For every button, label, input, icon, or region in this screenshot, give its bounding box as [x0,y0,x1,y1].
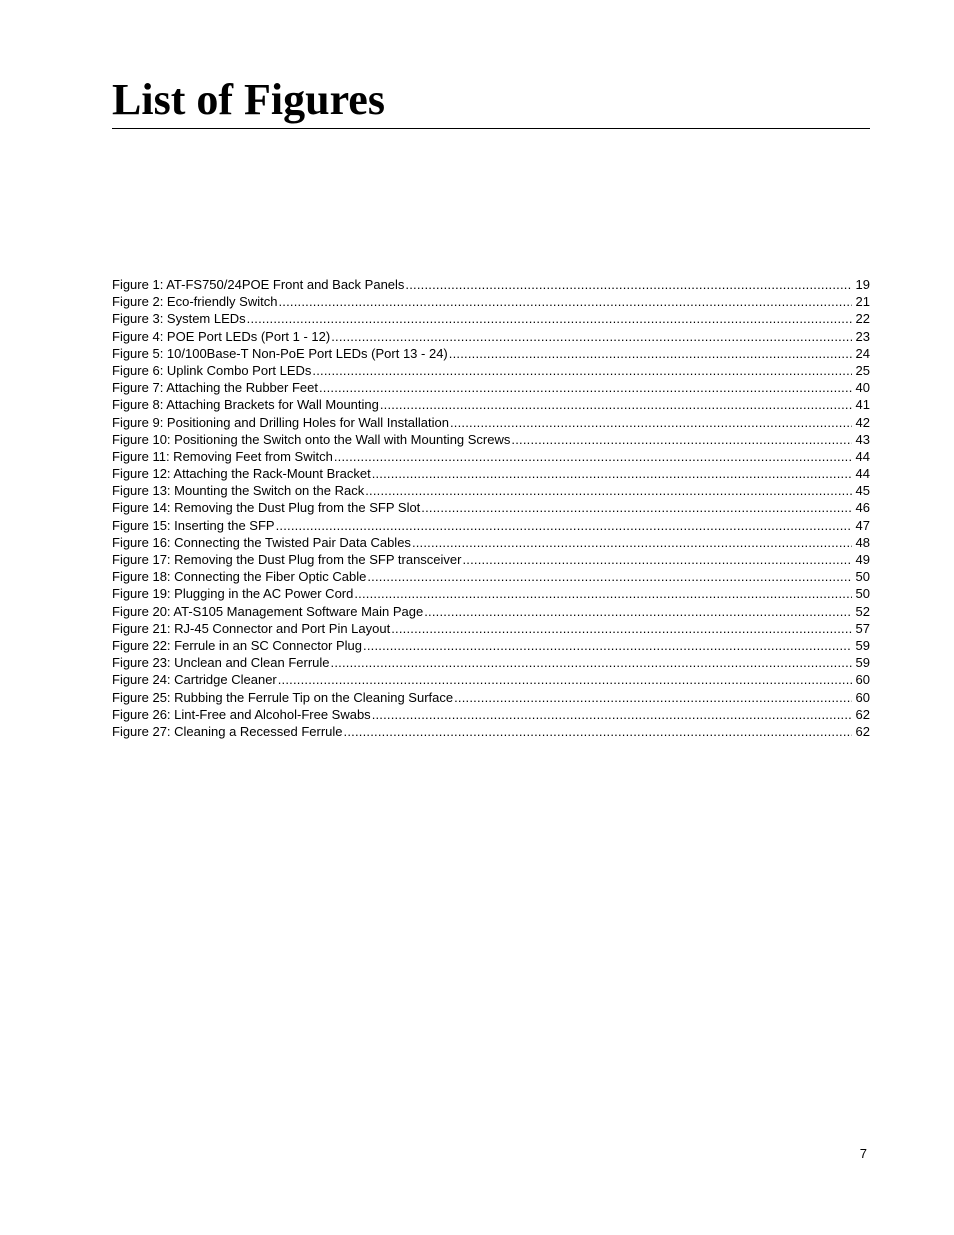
dot-leader [334,448,852,465]
figure-entry-label: Figure 24: Cartridge Cleaner [112,672,277,688]
list-of-figures [112,276,870,740]
dot-leader [412,534,852,551]
dot-leader [424,603,851,620]
figure-entry-page: 60 [855,689,870,705]
figure-entry[interactable] [112,723,870,740]
figure-entry-page: 59 [855,655,870,671]
figure-entry[interactable] [112,310,870,327]
figure-entry-page: 24 [855,345,870,361]
dot-leader [319,379,852,396]
figure-entry-label: Figure 8: Attaching Brackets for Wall Mounting [112,397,379,413]
figure-entry-label: Figure 3: System LEDs [112,311,246,327]
figure-entry-label: Figure 11: Removing Feet from Switch [112,448,333,464]
dot-leader [391,620,851,637]
dot-leader [331,654,852,671]
figure-entry[interactable] [112,362,870,379]
figure-entry-label: Figure 13: Mounting the Switch on the Rack [112,483,365,499]
dot-leader [405,276,851,293]
figure-entry-page: 44 [855,466,870,482]
figure-entry-label: Figure 17: Removing the Dust Plug from the SFP transceiver [112,552,462,567]
dot-leader [247,310,852,327]
figure-entry[interactable] [112,654,870,671]
dot-leader [278,671,852,688]
dot-leader [354,585,851,602]
figure-entry[interactable] [112,499,870,516]
figure-entry[interactable] [112,568,870,585]
figure-entry[interactable] [112,603,870,620]
page-number: 7 [859,1146,867,1161]
figure-entry-page: 59 [855,637,870,653]
page-title: List of Figures [112,75,385,124]
dot-leader [449,345,852,362]
figure-entry[interactable] [112,448,870,465]
figure-entry-page: 25 [855,362,870,378]
figure-entry-label: Figure 6: Uplink Combo Port LEDs [112,362,312,378]
dot-leader [363,637,852,654]
figure-entry-page: 62 [855,723,870,739]
figure-entry-page: 44 [855,448,870,464]
figure-entry-label: Figure 15: Inserting the SFP [112,517,275,533]
dot-leader [278,293,851,310]
dot-leader [276,517,852,534]
figure-entry-page: 22 [855,311,870,327]
figure-entry-page: 60 [855,672,870,688]
figure-entry[interactable] [112,465,870,482]
figure-entry[interactable] [112,414,870,431]
figure-entry-label: Figure 19: Plugging in the AC Power Cord [112,586,354,602]
figure-entry-label: Figure 23: Unclean and Clean Ferrule [112,655,330,671]
figure-entry[interactable] [112,328,870,345]
figure-entry[interactable] [112,585,870,602]
figure-entry-page: 45 [855,483,870,499]
figure-entry-label: Figure 1: AT-FS750/24POE Front and Back Panels [112,277,405,292]
figure-entry-page: 19 [855,277,870,292]
figure-entry-page: 23 [855,328,870,344]
figure-entry-label: Figure 12: Attaching the Rack-Mount Bracket [112,466,371,482]
figure-entry[interactable] [112,517,870,534]
figure-entry-page: 41 [855,397,870,413]
dot-leader [372,706,852,723]
figure-entry-label: Figure 10: Positioning the Switch onto the Wall with Mounting Screws [112,431,511,447]
dot-leader [462,551,851,568]
figure-entry[interactable] [112,431,870,448]
dot-leader [312,362,851,379]
figure-entry-label: Figure 20: AT-S105 Management Software Main Page [112,603,424,619]
figure-entry[interactable] [112,396,870,413]
figure-entry[interactable] [112,482,870,499]
dot-leader [331,328,851,345]
figure-entry-page: 47 [855,517,870,533]
dot-leader [380,396,852,413]
figure-entry-page: 43 [855,431,870,447]
dot-leader [367,568,851,585]
figure-entry-page: 52 [855,603,870,619]
figure-entry[interactable] [112,706,870,723]
figure-entry[interactable] [112,689,870,706]
figure-entry[interactable] [112,620,870,637]
figure-entry-page: 40 [855,380,870,396]
figure-entry-label: Figure 22: Ferrule in an SC Connector Plug [112,637,363,653]
title-rule [112,128,870,129]
figure-entry-label: Figure 25: Rubbing the Ferrule Tip on the Cleaning Surface [112,689,454,705]
figure-entry[interactable] [112,637,870,654]
figure-entry-page: 50 [855,586,870,602]
figure-entry[interactable] [112,671,870,688]
figure-entry-page: 46 [855,500,870,516]
dot-leader [365,482,851,499]
dot-leader [511,431,851,448]
figure-entry[interactable] [112,293,870,310]
figure-entry[interactable] [112,345,870,362]
figure-entry-label: Figure 26: Lint-Free and Alcohol-Free Swabs [112,706,371,722]
figure-entry-label: Figure 9: Positioning and Drilling Holes for Wall Installation [112,414,449,430]
figure-entry-label: Figure 2: Eco-friendly Switch [112,294,278,310]
figure-entry-page: 62 [855,706,870,722]
figure-entry-label: Figure 27: Cleaning a Recessed Ferrule [112,723,343,739]
figure-entry-page: 21 [855,294,870,310]
figure-entry[interactable] [112,534,870,551]
figure-entry-page: 48 [855,534,870,550]
figure-entry-page: 42 [855,414,870,430]
figure-entry-label: Figure 4: POE Port LEDs (Port 1 - 12) [112,328,331,344]
figure-entry-label: Figure 7: Attaching the Rubber Feet [112,380,318,396]
dot-leader [454,689,851,706]
dot-leader [450,414,852,431]
dot-leader [421,499,851,516]
figure-entry[interactable] [112,551,870,568]
figure-entry[interactable] [112,276,870,293]
figure-entry[interactable] [112,379,870,396]
figure-entry-page: 49 [855,552,870,567]
dot-leader [372,465,852,482]
figure-entry-label: Figure 5: 10/100Base-T Non-PoE Port LEDs (Port 13 - 24) [112,345,448,361]
figure-entry-label: Figure 14: Removing the Dust Plug from the SFP Slot [112,500,421,516]
figure-entry-page: 50 [855,569,870,585]
figure-entry-label: Figure 18: Connecting the Fiber Optic Cable [112,569,367,585]
dot-leader [344,723,852,740]
figure-entry-label: Figure 16: Connecting the Twisted Pair Data Cables [112,534,411,550]
figure-entry-page: 57 [855,620,870,636]
figure-entry-label: Figure 21: RJ-45 Connector and Port Pin Layout [112,620,391,636]
